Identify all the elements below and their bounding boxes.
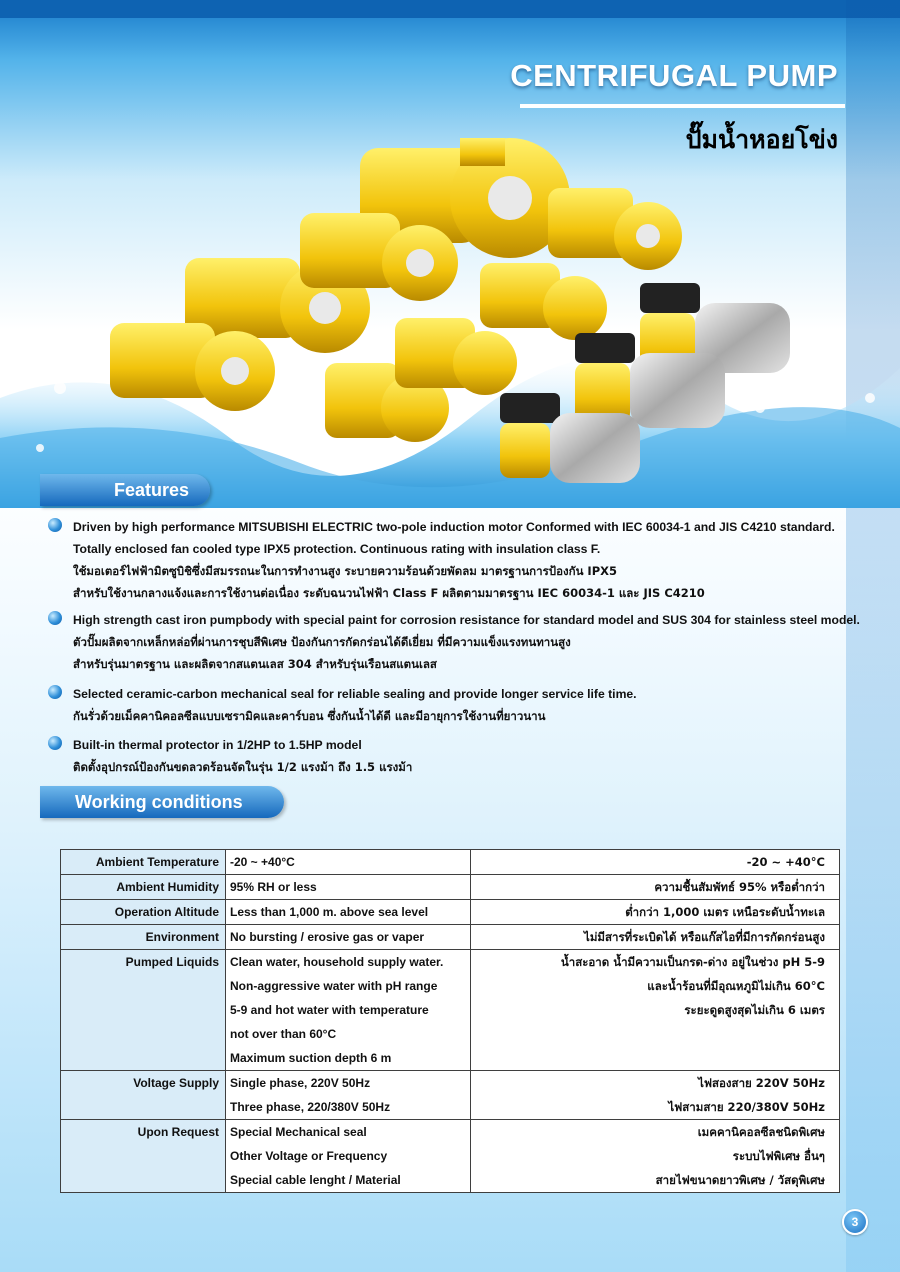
feature-line: High strength cast iron pumpbody with special paint for corrosion resistance for standard model and SUS 304 for stainless steel model. <box>73 613 860 627</box>
table-row <box>61 875 840 900</box>
table-row <box>61 1071 840 1120</box>
feature-item <box>48 683 868 727</box>
page-number: 3 <box>842 1209 868 1235</box>
bullet-icon <box>48 685 62 699</box>
feature-line: สำหรับรุ่นมาตรฐาน และผลิตจากสแตนเลส 304 สำหรับรุ่นเรือนสแตนเลส <box>73 657 437 671</box>
working-conditions-table <box>60 849 840 1193</box>
feature-line: ตัวปั๊มผลิตจากเหล็กหล่อที่ผ่านการชุบสีพิเศษ ป้องกันการกัดกร่อนได้ดีเยี่ยม ที่มีความแข็งแรงทนทานสูง <box>73 635 571 649</box>
working-conditions-heading: Working conditions <box>40 786 284 818</box>
feature-line: ติดตั้งอุปกรณ์ป้องกันขดลวดร้อนจัดในรุ่น 1/2 แรงม้า ถึง 1.5 แรงม้า <box>73 760 413 774</box>
row-label: Upon Request <box>61 1120 226 1193</box>
row-value-en: Single phase, 220V 50Hz Three phase, 220/380V 50Hz <box>226 1071 471 1120</box>
features-heading: Features <box>40 474 210 506</box>
bullet-icon <box>48 611 62 625</box>
row-value-en: Less than 1,000 m. above sea level <box>226 900 471 925</box>
feature-line: สำหรับใช้งานกลางแจ้งและการใช้งานต่อเนื่อง ระดับฉนวนไฟฟ้า Class F ผลิตตามมาตรฐาน IEC 60034-1 และ JIS C4210 <box>73 586 705 600</box>
row-value-th: ความชื้นสัมพัทธ์ 95% หรือต่ำกว่า <box>471 875 840 900</box>
feature-line: Selected ceramic-carbon mechanical seal for reliable sealing and provide longer service life time. <box>73 687 637 701</box>
row-value-th: ไม่มีสารที่ระเบิดได้ หรือแก๊สไอที่มีการกัดกร่อนสูง <box>471 925 840 950</box>
page-title: CENTRIFUGAL PUMP <box>510 58 838 93</box>
feature-line: Driven by high performance MITSUBISHI ELECTRIC two-pole induction motor Conformed with IEC 60034-1 and JIS C4210 standard. <box>73 520 835 534</box>
bullet-icon <box>48 736 62 750</box>
row-label: Ambient Temperature <box>61 850 226 875</box>
row-value-en: Clean water, household supply water. Non-aggressive water with pH range 5-9 and hot water with temperature not over than 60°C Maximum suction depth 6 m <box>226 950 471 1071</box>
feature-line: Totally enclosed fan cooled type IPX5 protection. Continuous rating with insulation class F. <box>73 542 601 556</box>
table-row <box>61 925 840 950</box>
feature-line: ใช้มอเตอร์ไฟฟ้ามิตซูบิชิซึ่งมีสมรรถนะในการทำงานสูง ระบายความร้อนด้วยพัดลม มาตรฐานการป้องกัน IPX5 <box>73 564 618 578</box>
pump-product-photo <box>0 138 900 508</box>
row-value-th: ต่ำกว่า 1,000 เมตร เหนือระดับน้ำทะเล <box>471 900 840 925</box>
table-row <box>61 1120 840 1193</box>
row-label: Ambient Humidity <box>61 875 226 900</box>
row-value-th: -20 ~ +40°C <box>471 850 840 875</box>
feature-item <box>48 516 868 604</box>
bullet-icon <box>48 518 62 532</box>
row-value-en: -20 ~ +40°C <box>226 850 471 875</box>
row-value-th: เมคคานิคอลซีลชนิดพิเศษ ระบบไฟพิเศษ อื่นๆ สายไฟขนาดยาวพิเศษ / วัสดุพิเศษ <box>471 1120 840 1193</box>
table-row <box>61 900 840 925</box>
feature-item <box>48 734 868 778</box>
table-row <box>61 950 840 1071</box>
feature-line: กันรั่วด้วยเม็คคานิคอลซีลแบบเซรามิคและคาร์บอน ซึ่งกันน้ำได้ดี และมีอายุการใช้งานที่ยาวนาน <box>73 709 546 723</box>
row-value-en: 95% RH or less <box>226 875 471 900</box>
row-value-en: Special Mechanical seal Other Voltage or Frequency Special cable lenght / Material <box>226 1120 471 1193</box>
title-underline <box>520 104 845 108</box>
row-value-en: No bursting / erosive gas or vaper <box>226 925 471 950</box>
row-label: Pumped Liquids <box>61 950 226 1071</box>
row-value-th: น้ำสะอาด น้ำมีความเป็นกรด-ด่าง อยู่ในช่วง pH 5-9 และน้ำร้อนที่มีอุณหภูมิไม่เกิน 60°C ระยะดูดสูงสุดไม่เกิน 6 เมตร <box>471 950 840 1071</box>
table-row <box>61 850 840 875</box>
row-label: Environment <box>61 925 226 950</box>
feature-item <box>48 609 868 675</box>
row-label: Operation Altitude <box>61 900 226 925</box>
feature-line: Built-in thermal protector in 1/2HP to 1.5HP model <box>73 738 362 752</box>
row-label: Voltage Supply <box>61 1071 226 1120</box>
header-strip <box>0 0 900 18</box>
row-value-th: ไฟสองสาย 220V 50Hz ไฟสามสาย 220/380V 50Hz <box>471 1071 840 1120</box>
page-title-thai: ปั๊มน้ำหอยโข่ง <box>685 125 838 154</box>
